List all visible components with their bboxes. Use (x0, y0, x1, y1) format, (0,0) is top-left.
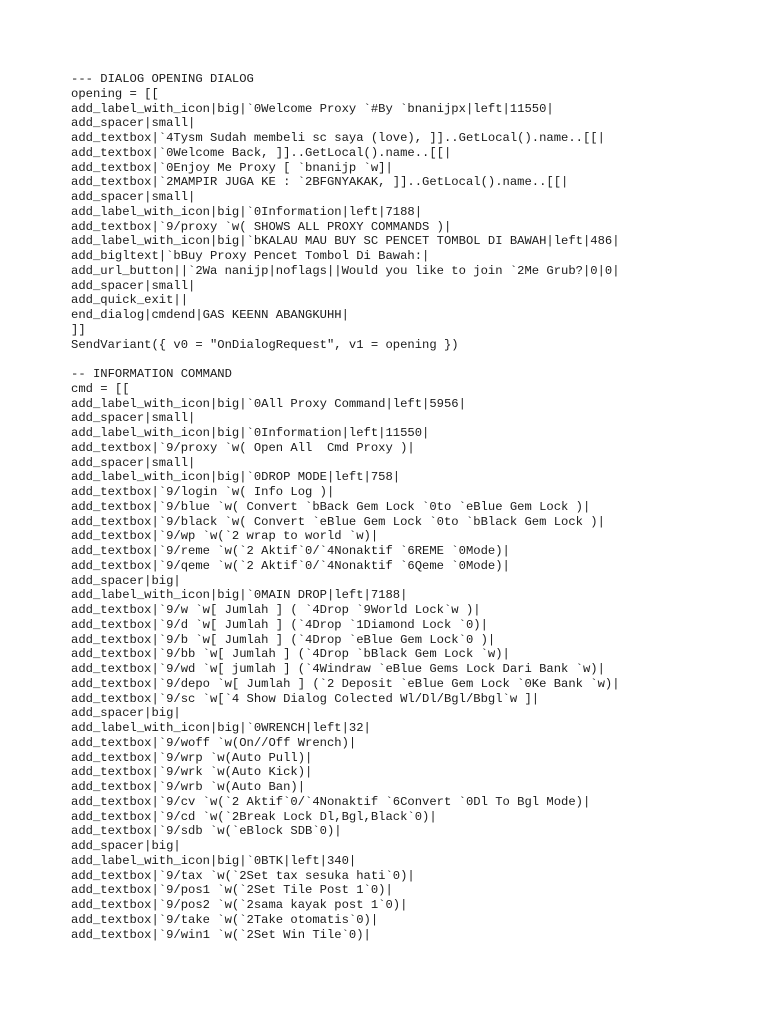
code-line: add_label_with_icon|big|`0DROP MODE|left|758| (71, 470, 401, 485)
code-line: add_textbox|`9/wrb `w(Auto Ban)| (71, 780, 306, 794)
code-line: add_textbox|`9/wp `w(`2 wrap to world `w)| (71, 529, 379, 544)
code-line: opening = [[ (71, 86, 159, 101)
code-line: add_textbox|`9/b `w[ Jumlah ] (`4Drop `eBlue Gem Lock`0 )| (71, 632, 496, 647)
code-document (71, 72, 761, 942)
code-line: add_label_with_icon|big|`0BTK|left|340| (71, 853, 357, 868)
code-line: add_textbox|`9/wrk `w(Auto Kick)| (71, 765, 313, 780)
code-line: add_textbox|`9/depo `w[ Jumlah ] (`2 Deposit `eBlue Gem Lock `0Ke Bank `w)| (71, 676, 620, 691)
code-line: add_spacer|small| (71, 278, 196, 293)
code-line: add_spacer|big| (71, 573, 181, 588)
code-line: add_url_button||`2Wa nanijp|noflags||Would you like to join `2Me Grub?|0|0| (71, 263, 620, 278)
code-line: add_spacer|big| (71, 706, 181, 721)
code-line: add_spacer|small| (71, 116, 196, 131)
code-line: add_label_with_icon|big|`0All Proxy Command|left|5956| (71, 396, 466, 411)
code-line: add_textbox|`9/qeme `w(`2 Aktif`0/`4Nonaktif `6Qeme `0Mode)| (71, 558, 510, 573)
code-line: add_textbox|`9/pos1 `w(`2Set Tile Post 1`0)| (71, 883, 393, 898)
code-line: add_textbox|`9/cv `w(`2 Aktif`0/`4Nonaktif `6Convert `0Dl To Bgl Mode)| (71, 794, 591, 809)
code-line: add_textbox|`2MAMPIR JUGA KE : `2BFGNYAKAK, ]]..GetLocal().name..[[| (71, 175, 569, 190)
code-line: add_label_with_icon|big|`0WRENCH|left|32| (71, 721, 371, 735)
code-line: -- INFORMATION COMMAND (71, 367, 232, 381)
code-line: add_textbox|`9/wrp `w(Auto Pull)| (71, 750, 313, 765)
code-line: add_textbox|`9/black `w( Convert `eBlue Gem Lock `0to `bBlack Gem Lock )| (71, 514, 605, 529)
code-line: add_label_with_icon|big|`bKALAU MAU BUY SC PENCET TOMBOL DI BAWAH|left|486| (71, 234, 620, 249)
code-line: add_textbox|`0Welcome Back, ]]..GetLocal().name..[[| (71, 145, 452, 160)
code-line: add_textbox|`9/pos2 `w(`2sama kayak post 1`0)| (71, 898, 408, 912)
code-line: add_quick_exit|| (71, 293, 189, 308)
code-line: add_textbox|`9/take `w(`2Take otomatis`0)| (71, 912, 379, 927)
code-line: add_textbox|`9/sc `w[`4 Show Dialog Colected Wl/Dl/Bgl/Bbgl`w ]| (71, 691, 540, 706)
code-line: SendVariant({ v0 = "OnDialogRequest", v1 = opening }) (71, 337, 459, 352)
code-line: add_label_with_icon|big|`0Welcome Proxy `#By `bnanijpx|left|11550| (71, 101, 554, 116)
code-line: add_spacer|small| (71, 190, 196, 204)
code-line: end_dialog|cmdend|GAS KEENN ABANGKUHH| (71, 308, 349, 322)
code-line: add_textbox|`9/woff `w(On//Off Wrench)| (71, 735, 357, 750)
code-line: cmd = [[ (71, 381, 130, 396)
code-line: add_spacer|big| (71, 839, 181, 853)
code-line: add_textbox|`9/wd `w[ jumlah ] (`4Windraw `eBlue Gems Lock Dari Bank `w)| (71, 662, 605, 676)
code-line: add_label_with_icon|big|`0MAIN DROP|left|7188| (71, 588, 408, 603)
code-line: add_bigltext|`bBuy Proxy Pencet Tombol Di Bawah:| (71, 249, 430, 263)
code-line: add_textbox|`9/cd `w(`2Break Lock Dl,Bgl,Black`0)| (71, 809, 437, 824)
code-line: add_textbox|`4Tysm Sudah membeli sc saya (love), ]]..GetLocal().name..[[| (71, 131, 605, 145)
code-line: add_textbox|`9/login `w( Info Log )| (71, 485, 335, 499)
code-line: add_textbox|`9/sdb `w(`eBlock SDB`0)| (71, 824, 342, 839)
code-line (71, 352, 761, 367)
code-line: add_spacer|small| (71, 455, 196, 470)
code-line: add_label_with_icon|big|`0Information|left|11550| (71, 426, 430, 440)
code-line: add_textbox|`9/blue `w( Convert `bBack Gem Lock `0to `eBlue Gem Lock )| (71, 499, 591, 514)
code-line: add_textbox|`9/win1 `w(`2Set Win Tile`0)| (71, 927, 371, 942)
code-line: add_textbox|`9/w `w[ Jumlah ] ( `4Drop `9World Lock`w )| (71, 603, 481, 617)
code-line: add_textbox|`9/proxy `w( Open All Cmd Proxy )| (71, 440, 415, 455)
code-line: ]] (71, 322, 86, 337)
code-line: --- DIALOG OPENING DIALOG (71, 72, 254, 86)
code-line: add_spacer|small| (71, 411, 196, 426)
code-line: add_textbox|`9/d `w[ Jumlah ] (`4Drop `1Diamond Lock `0)| (71, 617, 488, 632)
code-line: add_textbox|`9/reme `w(`2 Aktif`0/`4Nonaktif `6REME `0Mode)| (71, 544, 510, 558)
code-line: add_textbox|`9/tax `w(`2Set tax sesuka hati`0)| (71, 868, 415, 883)
code-line: add_textbox|`9/bb `w[ Jumlah ] (`4Drop `bBlack Gem Lock `w)| (71, 647, 510, 662)
code-line: add_textbox|`9/proxy `w( SHOWS ALL PROXY COMMANDS )| (71, 219, 452, 234)
code-line: add_label_with_icon|big|`0Information|left|7188| (71, 204, 423, 219)
code-line: add_textbox|`0Enjoy Me Proxy [ `bnanijp `w]| (71, 160, 393, 175)
